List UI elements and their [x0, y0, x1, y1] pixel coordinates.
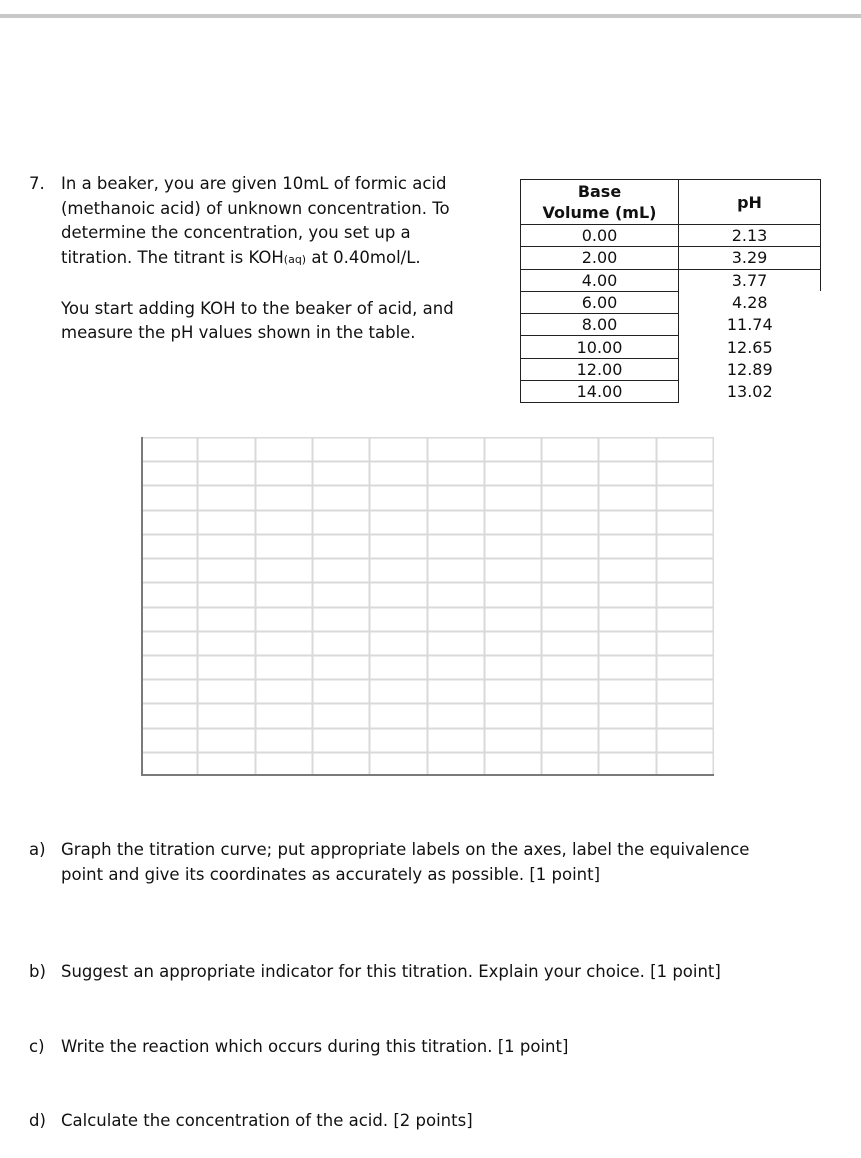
part-a-line2: point and give its coordinates as accurately as possible. [1 point]	[61, 864, 601, 884]
part-a-text	[61, 838, 749, 887]
titrant-line	[61, 246, 501, 273]
volume-cell: 8.00	[521, 314, 679, 336]
titrant-state: (aq)	[283, 252, 307, 266]
volume-cell: 10.00	[521, 336, 679, 358]
intro-line-2: (methanoic acid) of unknown concentration. To	[61, 198, 450, 218]
ph-cell: 3.77	[679, 269, 821, 291]
header-base-line1: Base	[577, 182, 622, 201]
measure-line-2: measure the pH values shown in the table.	[61, 323, 416, 342]
part-d-letter: d)	[29, 1111, 46, 1130]
ph-cell: 2.13	[679, 225, 821, 247]
table-row	[521, 247, 821, 269]
question-measure	[61, 297, 501, 346]
ph-cell: 13.02	[726, 382, 773, 402]
part-c-text: Write the reaction which occurs during this titration. [1 point]	[61, 1037, 569, 1056]
part-d-text: Calculate the concentration of the acid. [2 points]	[61, 1111, 473, 1130]
table-row	[521, 291, 821, 313]
part-a-line1: Graph the titration curve; put appropriate labels on the axes, label the equivalence	[61, 840, 750, 859]
table-row	[521, 381, 821, 403]
top-divider	[0, 14, 861, 18]
question-intro	[61, 172, 501, 272]
volume-cell: 14.00	[521, 381, 679, 403]
table-row	[521, 269, 821, 291]
question-text	[61, 172, 501, 346]
header-base-volume	[521, 180, 679, 225]
ph-cell: 12.65	[726, 337, 773, 357]
ph-cell: 3.29	[679, 247, 821, 269]
intro-line-1: In a beaker, you are given 10mL of formic acid	[61, 174, 447, 193]
part-c-letter: c)	[29, 1037, 45, 1056]
intro-line-3: determine the concentration, you set up a	[61, 223, 411, 242]
part-a-letter: a)	[29, 840, 46, 859]
question-number: 7.	[29, 174, 45, 193]
part-b-letter: b)	[29, 962, 46, 981]
ph-cell: 12.89	[726, 359, 773, 379]
volume-cell: 2.00	[521, 247, 679, 269]
volume-cell: 0.00	[521, 225, 679, 247]
ph-cell: 11.74	[726, 315, 773, 335]
titrant-suffix: at 0.40mol/L.	[306, 247, 421, 267]
blank-graph-grid[interactable]	[141, 437, 714, 776]
header-ph: pH	[679, 180, 821, 225]
volume-cell: 4.00	[521, 269, 679, 291]
titration-data-table	[520, 179, 821, 403]
table-row	[521, 358, 821, 380]
volume-cell: 6.00	[521, 291, 679, 313]
table-row	[521, 336, 821, 358]
table-row	[521, 225, 821, 247]
measure-line-1: You start adding KOH to the beaker of acid, and	[61, 298, 454, 318]
volume-cell: 12.00	[521, 358, 679, 380]
part-b-text: Suggest an appropriate indicator for this titration. Explain your choice. [1 point]	[61, 962, 721, 981]
table-header-row	[521, 180, 821, 225]
titrant-prefix: titration. The titrant is KOH	[61, 247, 284, 267]
header-base-line2: Volume (mL)	[542, 203, 657, 222]
ph-cell: 4.28	[731, 293, 768, 313]
table-row	[521, 314, 821, 336]
